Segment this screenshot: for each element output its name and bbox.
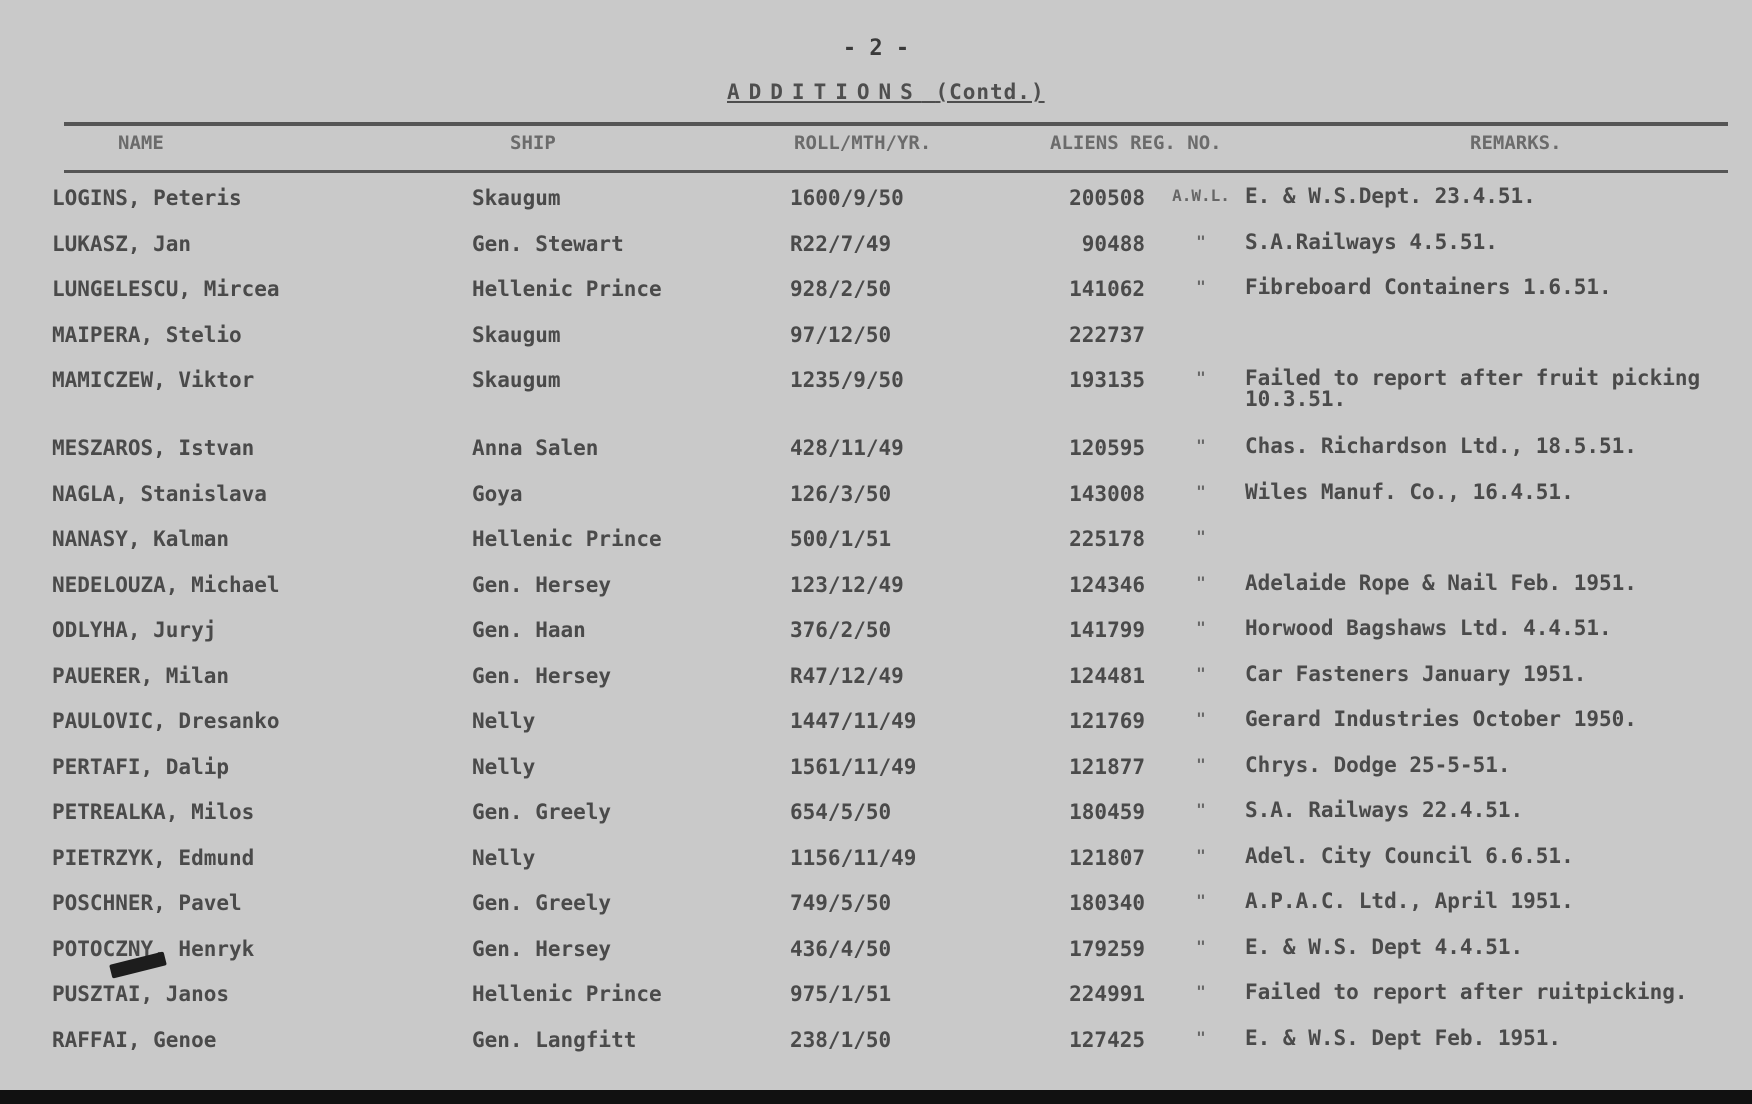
- entry-ship: Gen. Haan: [472, 618, 586, 642]
- entry-name: PERTAFI, Dalip: [52, 754, 230, 779]
- entry-ditto-mark: ": [1196, 527, 1206, 546]
- entry-roll: 749/5/50: [790, 891, 892, 915]
- entry-ditto-mark: ": [1196, 436, 1206, 455]
- entry-name: PAUERER, Milan: [52, 663, 230, 688]
- table-row: [52, 846, 1728, 892]
- column-header-remarks: REMARKS.: [1470, 132, 1562, 154]
- table-row: [52, 618, 1728, 664]
- entry-ditto-mark: ": [1196, 754, 1206, 774]
- entry-ditto-mark: ": [1196, 231, 1206, 251]
- header-rule-bottom: [64, 170, 1728, 173]
- entry-ship: Nelly: [472, 709, 536, 733]
- table-row: [52, 982, 1728, 1028]
- entry-ship: Skaugum: [472, 186, 561, 210]
- entry-roll: 126/3/50: [790, 481, 892, 506]
- entry-ditto-mark: ": [1196, 481, 1206, 501]
- entry-name: PUSZTAI, Janos: [52, 982, 230, 1006]
- table-row: [52, 664, 1728, 710]
- table-row: [52, 800, 1728, 846]
- table-row: [52, 368, 1728, 436]
- entry-aliens-reg: 127425: [1069, 1027, 1145, 1052]
- entry-roll: 500/1/51: [790, 527, 892, 551]
- entry-roll: 1235/9/50: [790, 368, 904, 392]
- column-header-roll: ROLL/MTH/YR.: [794, 132, 932, 154]
- entry-name: MAMICZEW, Viktor: [52, 368, 255, 392]
- entry-aliens-reg: 224991: [1069, 982, 1145, 1006]
- entry-aliens-reg: 141062: [1069, 277, 1145, 301]
- table-row: [52, 891, 1728, 937]
- entry-ship: Hellenic Prince: [472, 982, 662, 1006]
- entry-roll: 1600/9/50: [790, 186, 904, 210]
- entry-roll: R22/7/49: [790, 231, 892, 256]
- entry-ditto-mark: ": [1196, 618, 1206, 637]
- entry-remarks: Adelaide Rope & Nail Feb. 1951.: [1245, 570, 1637, 595]
- table-row: [52, 755, 1728, 801]
- entry-ship: Gen. Stewart: [472, 231, 624, 256]
- entry-remarks: Chas. Richardson Ltd., 18.5.51.: [1245, 434, 1637, 458]
- entry-remarks: Chrys. Dodge 25-5-51.: [1245, 752, 1511, 777]
- table-row: [52, 482, 1728, 528]
- entry-aliens-reg: 121769: [1069, 709, 1145, 733]
- column-header-ship: SHIP: [510, 132, 556, 154]
- entry-name: PIETRZYK, Edmund: [52, 845, 255, 870]
- entry-name: POSCHNER, Pavel: [52, 891, 242, 915]
- entry-ditto-mark: ": [1196, 572, 1206, 592]
- entry-remarks: [1245, 323, 1728, 369]
- entry-aliens-reg: 143008: [1069, 481, 1145, 506]
- entry-roll: 436/4/50: [790, 936, 892, 961]
- entry-remarks: S.A. Railways 22.4.51.: [1245, 798, 1524, 822]
- entry-ship: Hellenic Prince: [472, 527, 662, 551]
- heading-word: ADDITIONS: [727, 80, 922, 104]
- entry-ship: Hellenic Prince: [472, 277, 662, 301]
- entry-roll: 654/5/50: [790, 800, 892, 824]
- entry-name: NAGLA, Stanislava: [52, 481, 267, 506]
- entry-remarks: A.P.A.C. Ltd., April 1951.: [1245, 889, 1574, 913]
- table-row: [52, 186, 1728, 232]
- entry-ditto-mark: ": [1196, 277, 1206, 296]
- table-row: [52, 323, 1728, 369]
- table-row: [52, 573, 1728, 619]
- entry-remarks: Wiles Manuf. Co., 16.4.51.: [1245, 479, 1574, 504]
- entry-ditto-mark: [1157, 323, 1245, 369]
- entry-remarks: [1245, 527, 1728, 573]
- table-row: [52, 232, 1728, 278]
- entry-roll: R47/12/49: [790, 663, 904, 688]
- entry-ditto-mark: ": [1196, 800, 1206, 819]
- entry-remarks: Car Fasteners January 1951.: [1245, 661, 1587, 686]
- entry-roll: 1561/11/49: [790, 754, 917, 779]
- entry-ship: Gen. Greely: [472, 800, 612, 824]
- entry-ditto-mark: ": [1196, 1027, 1206, 1047]
- entry-ditto-mark: ": [1196, 663, 1206, 683]
- register-table: [52, 186, 1728, 1073]
- entry-aliens-reg: 120595: [1069, 436, 1145, 460]
- entry-roll: 376/2/50: [790, 618, 892, 642]
- entry-name: PAULOVIC, Dresanko: [52, 709, 280, 733]
- entry-aliens-reg: 121807: [1069, 845, 1145, 870]
- entry-aliens-reg: 121877: [1069, 754, 1145, 779]
- column-header-aliens-reg: ALIENS REG. NO.: [1050, 132, 1222, 154]
- entry-ship: Gen. Hersey: [472, 663, 612, 688]
- entry-ditto-mark: ": [1196, 982, 1206, 1001]
- entry-name: LUNGELESCU, Mircea: [52, 277, 280, 301]
- entry-remarks: E. & W.S.Dept. 23.4.51.: [1245, 184, 1536, 208]
- entry-roll: 975/1/51: [790, 982, 892, 1006]
- entry-roll: 97/12/50: [790, 322, 892, 347]
- entry-aliens-reg: 179259: [1069, 936, 1145, 961]
- entry-name: PETREALKA, Milos: [52, 800, 255, 824]
- entry-name: ODLYHA, Juryj: [52, 618, 217, 642]
- entry-name: LOGINS, Peteris: [52, 186, 242, 210]
- entry-roll: 1447/11/49: [790, 709, 917, 733]
- entry-aliens-reg: 180459: [1069, 800, 1145, 824]
- entry-name: RAFFAI, Genoe: [52, 1027, 217, 1052]
- entry-roll: 428/11/49: [790, 436, 904, 460]
- entry-ship: Gen. Langfitt: [472, 1027, 637, 1052]
- entry-aliens-reg: 180340: [1069, 891, 1145, 915]
- entry-aliens-reg: 124481: [1069, 663, 1145, 688]
- entry-aliens-reg: 200508: [1069, 186, 1145, 210]
- entry-ship: Nelly: [472, 845, 536, 870]
- column-header-name: NAME: [118, 132, 164, 154]
- entry-ship: Skaugum: [472, 368, 561, 392]
- entry-remarks: Fibreboard Containers 1.6.51.: [1245, 275, 1612, 299]
- entry-roll: 1156/11/49: [790, 845, 917, 870]
- entry-roll: 928/2/50: [790, 277, 892, 301]
- entry-ship: Goya: [472, 481, 523, 506]
- entry-remarks: Failed to report after fruit picking 10.3.51.: [1245, 366, 1701, 411]
- entry-aliens-reg: 141799: [1069, 618, 1145, 642]
- entry-name: POTOCZNY, Henryk: [52, 936, 255, 961]
- entry-ditto-mark: ": [1196, 368, 1206, 387]
- entry-aliens-reg: 124346: [1069, 572, 1145, 597]
- entry-roll: 123/12/49: [790, 572, 904, 597]
- entry-name: LUKASZ, Jan: [52, 231, 192, 256]
- entry-ship: Gen. Greely: [472, 891, 612, 915]
- table-row: [52, 527, 1728, 573]
- register-table-body: [52, 186, 1728, 1073]
- entry-ditto-mark: ": [1196, 936, 1206, 956]
- entry-remarks: Failed to report after ruitpicking.: [1245, 980, 1688, 1004]
- entry-name: NANASY, Kalman: [52, 527, 230, 551]
- entry-ditto-mark: A.W.L.: [1172, 186, 1230, 205]
- entry-name: NEDELOUZA, Michael: [52, 572, 280, 597]
- table-row: [52, 937, 1728, 983]
- entry-ship: Skaugum: [472, 322, 561, 347]
- entry-ditto-mark: ": [1196, 709, 1206, 728]
- entry-roll: 238/1/50: [790, 1027, 892, 1052]
- entry-ship: Anna Salen: [472, 436, 599, 460]
- entry-aliens-reg: 193135: [1069, 368, 1145, 392]
- table-row: [52, 436, 1728, 482]
- entry-ship: Gen. Hersey: [472, 572, 612, 597]
- table-row: [52, 1028, 1728, 1074]
- entry-aliens-reg: 225178: [1069, 527, 1145, 551]
- page-heading: [727, 80, 1045, 104]
- entry-remarks: Gerard Industries October 1950.: [1245, 707, 1637, 731]
- entry-ditto-mark: ": [1196, 845, 1206, 865]
- entry-name: MESZAROS, Istvan: [52, 436, 255, 460]
- entry-remarks: S.A.Railways 4.5.51.: [1245, 229, 1498, 254]
- entry-aliens-reg: 90488: [1081, 231, 1145, 256]
- entry-ship: Nelly: [472, 754, 536, 779]
- heading-suffix: (Contd.): [935, 80, 1045, 104]
- entry-remarks: E. & W.S. Dept Feb. 1951.: [1245, 1025, 1562, 1050]
- entry-name: MAIPERA, Stelio: [52, 322, 242, 347]
- entry-ship: Gen. Hersey: [472, 936, 612, 961]
- entry-ditto-mark: ": [1196, 891, 1206, 910]
- table-row: [52, 277, 1728, 323]
- header-rule-top: [64, 122, 1728, 126]
- entry-remarks: E. & W.S. Dept 4.4.51.: [1245, 934, 1524, 959]
- entry-remarks: Horwood Bagshaws Ltd. 4.4.51.: [1245, 616, 1612, 640]
- page-number: - 2 -: [842, 36, 910, 61]
- table-row: [52, 709, 1728, 755]
- entry-aliens-reg: 222737: [1069, 322, 1145, 347]
- entry-remarks: Adel. City Council 6.6.51.: [1245, 843, 1574, 868]
